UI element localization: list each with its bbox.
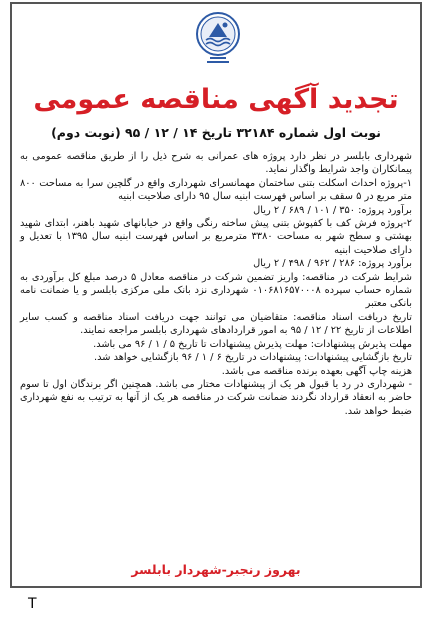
- notice-body: [20, 150, 412, 418]
- notice-title: تجدید آگهی مناقصه عمومی: [33, 84, 399, 115]
- participation-conditions: شرایط شرکت در مناقصه: واریز تضمین شرکت در مناقصه معادل ۵ درصد مبلغ کل برآوردی به شماره حساب سپرده ۰۱۰۶۸۱۶۵۷۰۰۰۸ شهرداری نزد بانک ملی مرکزی بابلسر و یا ضمانت نامه بانکی معتبر: [20, 271, 412, 310]
- project-1-description: ۱-پروژه احداث اسکلت بتنی ساختمان مهمانسرای شهرداری واقع در گلچین سرا به مساحت ۸۰۰ متر مربع در ۵ سقف بر اساس فهرست ابنیه سال ۹۵ دارای صلاحیت ابنیه: [20, 177, 412, 203]
- project-2-estimate: برآورد پروژه: ۲۸۶ / ۹۶۲ / ۴۹۸ / ۲ ریال: [253, 258, 412, 270]
- tender-notice: [10, 2, 422, 588]
- project-2-description: ۲-پروژه فرش کف با کفپوش بتنی پیش ساخته رنگی واقع در خیابانهای شهید باهنر، ابتدای شهید بهشتی و سطح شهر به مساحت ۳۳۸۰ مترمربع بر اساس فهرست ابنیه سال ۱۳۹۵ با تعدیل و دارای صلاحیت ابنیه: [20, 218, 412, 256]
- intro-paragraph: شهرداری بابلسر در نظر دارد پروژه های عمرانی به شرح ذیل را از طریق مناقصه عمومی به پیمانکاران واجد شرایط واگذار نماید.: [20, 151, 412, 176]
- proposal-deadline: مهلت پذیرش پیشنهادات: مهلت پذیرش پیشنهادات تا تاریخ ۵ / ۱ / ۹۶ می باشد.: [93, 338, 412, 350]
- project-1-estimate: برآورد پروژه: ۳۵۰ / ۱۰۱ / ۶۸۹ / ۲ ریال: [253, 204, 412, 216]
- municipality-emblem-icon: [195, 10, 241, 68]
- corner-mark: T: [28, 596, 37, 612]
- document-receipt-date: تاریخ دریافت اسناد مناقصه: متقاضیان می توانند جهت دریافت اسناد مناقصه و کسب سایر اطلاعات از تاریخ ۲۲ / ۱۲ / ۹۵ به امور قراردادهای شهرداری بابلسر مراجعه نمایند.: [20, 311, 412, 337]
- advertising-cost-note: هزینه چاپ آگهی بعهده برنده مناقصه می باشد.: [221, 365, 412, 377]
- municipality-rights-note: - شهرداری در رد یا قبول هر یک از پیشنهادات مختار می باشد. همچنین اگر برندگان اول تا سوم حاضر به انعقاد قرارداد نگردند ضمانت شرکت در مناقصه هر یک از آنها به ترتیب به نفع شهرداری ضبط خواهد شد.: [20, 378, 412, 417]
- signature: بهروز رنجبر-شهردار بابلسر: [131, 562, 301, 577]
- opening-date: تاریخ بازگشایی پیشنهادات: پیشنهادات در تاریخ ۶ / ۱ / ۹۶ بازگشایی خواهد شد.: [94, 352, 412, 364]
- notice-subtitle: نوبت اول شماره ۳۲۱۸۴ تاریخ ۱۴ / ۱۲ / ۹۵ (نوبت دوم): [51, 125, 381, 140]
